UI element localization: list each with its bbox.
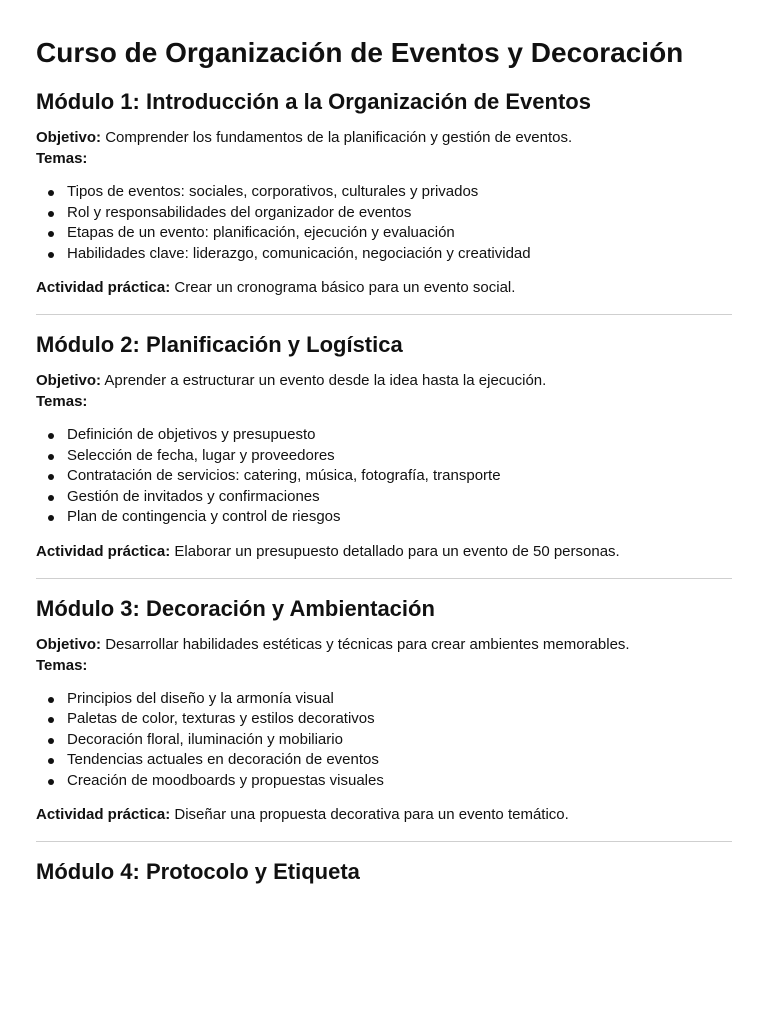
bullet-icon: [48, 252, 54, 258]
list-item: [36, 750, 732, 771]
module-title: Módulo 3: Decoración y Ambientación: [36, 595, 435, 621]
topic-text: Creación de moodboards y propuestas visuales: [67, 771, 384, 789]
topic-text: Etapas de un evento: planificación, ejecución y evaluación: [67, 224, 455, 241]
list-item: [36, 203, 732, 224]
list-item: [36, 466, 732, 487]
bullet-icon: [48, 474, 54, 480]
activity-text: Elaborar un presupuesto detallado para un evento de 50 personas.: [174, 542, 620, 560]
module-title: Módulo 1: Introducción a la Organización de Eventos: [36, 89, 591, 114]
topics-list: [36, 689, 732, 792]
module-activity: [36, 277, 732, 298]
activity-label: Actividad práctica:: [36, 806, 171, 823]
module-objective: [36, 634, 732, 655]
objective-label: Objetivo:: [36, 635, 102, 653]
module-2: [36, 332, 732, 579]
list-item: [36, 182, 732, 203]
list-item: [36, 507, 732, 528]
list-item: [36, 487, 732, 508]
bullet-icon: [48, 697, 54, 703]
module-title: Módulo 2: Planificación y Logística: [36, 332, 403, 357]
objective-text: Aprender a estructurar un evento desde la idea hasta la ejecución.: [104, 372, 547, 389]
topic-text: Selección de fecha, lugar y proveedores: [67, 446, 335, 464]
topic-text: Gestión de invitados y confirmaciones: [67, 487, 320, 505]
bullet-icon: [48, 211, 54, 217]
list-item: [36, 446, 732, 467]
objective-label: Objetivo:: [36, 129, 102, 146]
bullet-icon: [48, 758, 54, 764]
activity-text: Crear un cronograma básico para un evento social.: [174, 279, 516, 296]
activity-label: Actividad práctica:: [36, 542, 171, 560]
module-activity: [36, 541, 732, 562]
bullet-icon: [48, 495, 54, 501]
list-item: [36, 771, 732, 792]
topics-label: Temas:: [36, 393, 88, 410]
topic-text: Tendencias actuales en decoración de eventos: [67, 751, 379, 768]
topic-text: Habilidades clave: liderazgo, comunicación, negociación y creatividad: [67, 244, 531, 262]
bullet-icon: [48, 231, 54, 237]
objective-label: Objetivo:: [36, 372, 102, 389]
activity-label: Actividad práctica:: [36, 279, 171, 296]
topic-text: Plan de contingencia y control de riesgos: [67, 508, 341, 525]
module-objective: [36, 127, 732, 148]
list-item: [36, 709, 732, 730]
section-divider: [36, 841, 732, 842]
objective-text: Comprender los fundamentos de la planificación y gestión de eventos.: [105, 129, 573, 146]
topic-text: Tipos de eventos: sociales, corporativos, culturales y privados: [67, 183, 479, 200]
topic-text: Definición de objetivos y presupuesto: [67, 426, 316, 443]
topic-text: Rol y responsabilidades del organizador de eventos: [67, 203, 412, 221]
topics-label: Temas:: [36, 656, 88, 674]
list-item: [36, 244, 732, 265]
bullet-icon: [48, 779, 54, 785]
bullet-icon: [48, 190, 54, 196]
section-divider: [36, 578, 732, 579]
topic-text: Paletas de color, texturas y estilos decorativos: [67, 710, 375, 727]
bullet-icon: [48, 454, 54, 460]
list-item: [36, 689, 732, 710]
module-3: [36, 596, 732, 843]
objective-text: Desarrollar habilidades estéticas y técnicas para crear ambientes memorables.: [105, 635, 630, 653]
bullet-icon: [48, 433, 54, 439]
module-activity: [36, 804, 732, 825]
module-1: [36, 89, 732, 315]
topics-list: [36, 182, 732, 264]
topics-list: [36, 425, 732, 528]
section-divider: [36, 314, 732, 315]
topic-text: Contratación de servicios: catering, música, fotografía, transporte: [67, 467, 501, 484]
bullet-icon: [48, 515, 54, 521]
list-item: [36, 223, 732, 244]
topic-text: Principios del diseño y la armonía visual: [67, 689, 334, 707]
topics-label: Temas:: [36, 150, 88, 167]
module-objective: [36, 370, 732, 391]
list-item: [36, 730, 732, 751]
page-title: Curso de Organización de Eventos y Decoración: [36, 37, 684, 68]
bullet-icon: [48, 738, 54, 744]
module-title: Módulo 4: Protocolo y Etiqueta: [36, 859, 360, 884]
list-item: [36, 425, 732, 446]
topic-text: Decoración floral, iluminación y mobiliario: [67, 730, 343, 748]
module-4: [36, 859, 732, 885]
activity-text: Diseñar una propuesta decorativa para un evento temático.: [174, 806, 569, 823]
bullet-icon: [48, 717, 54, 723]
